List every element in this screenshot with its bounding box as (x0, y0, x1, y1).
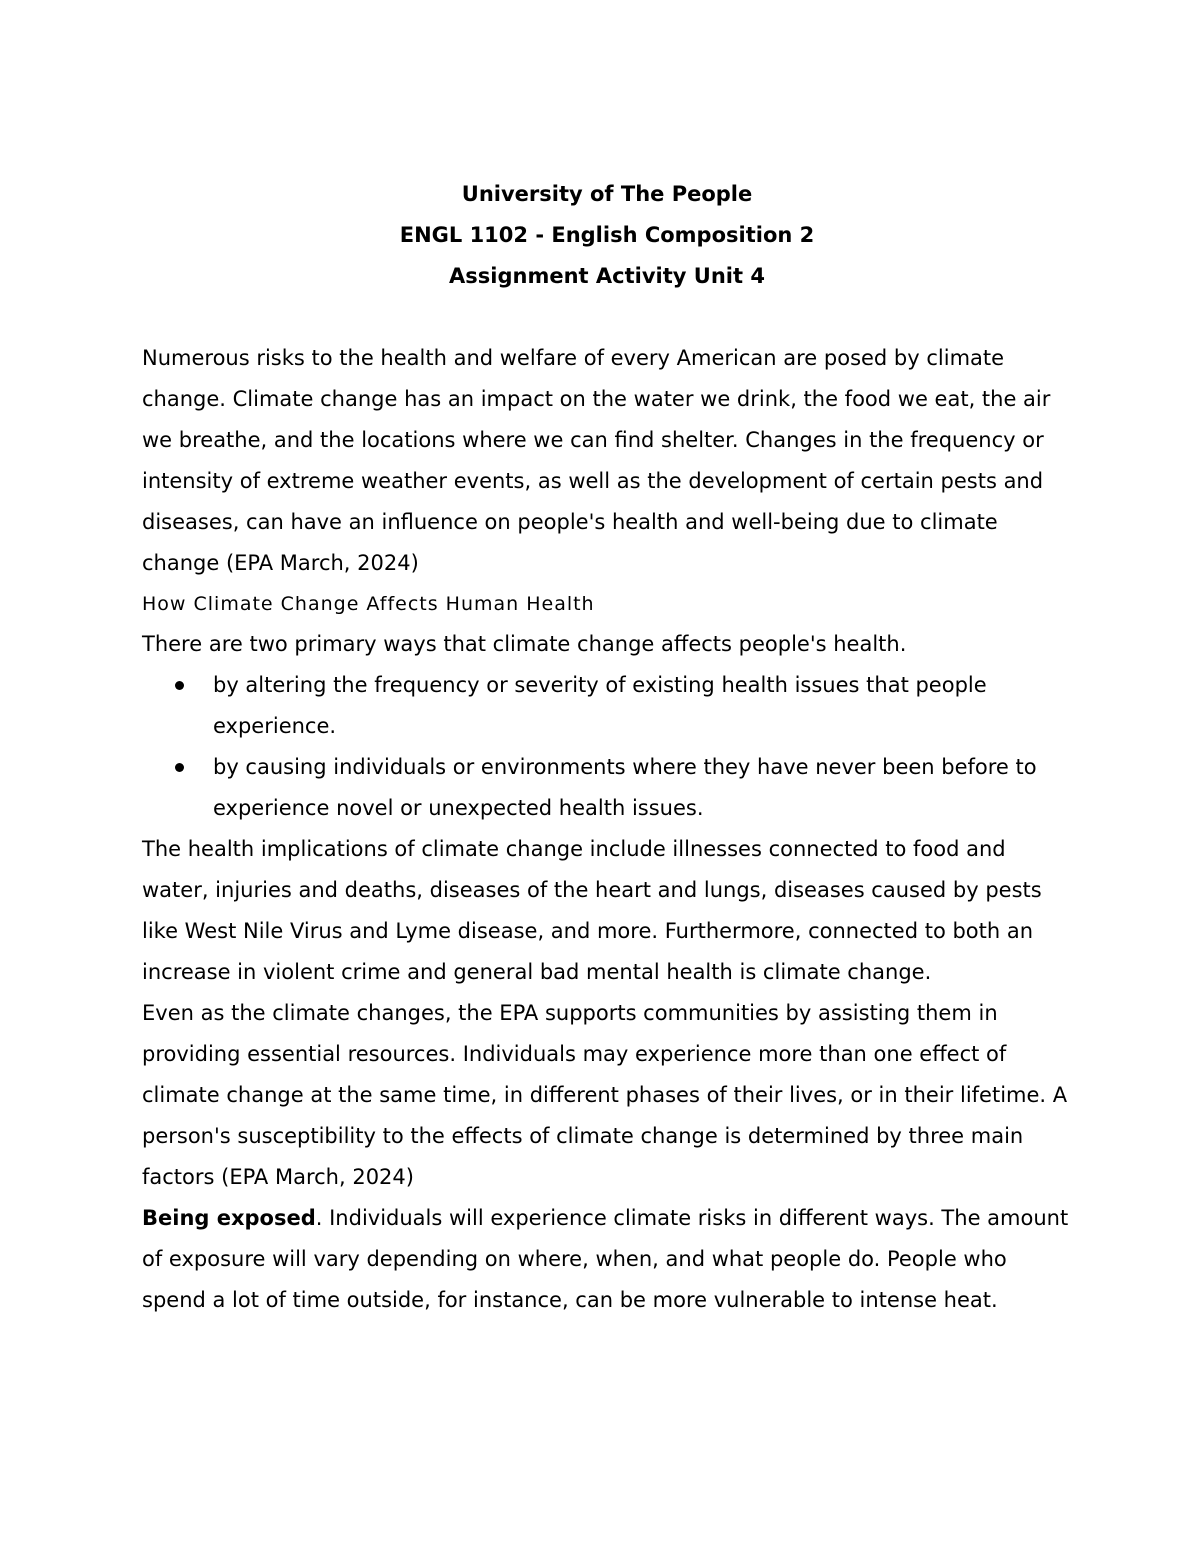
university-title: University of The People (461, 182, 753, 206)
list-item-text: by altering the frequency or severity of existing health issues that people experience. (213, 673, 987, 738)
ways-list (142, 665, 1072, 829)
course-title: ENGL 1102 - English Composition 2 (399, 223, 815, 247)
ways-intro-paragraph: There are two primary ways that climate change affects people's health. (142, 632, 907, 656)
list-item-text: by causing individuals or environments where they have never been before to experience novel or unexpected health issues. (213, 755, 1037, 820)
exposure-text: . Individuals will experience climate risks in different ways. The amount of exposure will vary depending on where, when, and what people do. People who spend a lot of time outside, for instance, can be more vulnerable to intense heat. (142, 1206, 1069, 1312)
list-item (213, 665, 1072, 747)
exposure-label: Being exposed (142, 1206, 316, 1230)
implications-paragraph: The health implications of climate change include illnesses connected to food and water, injuries and deaths, diseases of the heart and lungs, diseases caused by pests like West Nile Virus and Lyme disease, and more. Furthermore, connected to both an increase in violent crime and general bad mental health is climate change. (142, 837, 1042, 984)
title-block (142, 174, 1072, 297)
bullet-icon (175, 763, 184, 772)
exposure-paragraph (142, 1198, 1072, 1321)
blank-line (142, 297, 1072, 338)
assignment-title: Assignment Activity Unit 4 (449, 264, 765, 288)
document-body (142, 174, 1072, 1321)
intro-paragraph: Numerous risks to the health and welfare of every American are posed by climate change. Climate change has an impact on the water we drink, the food we eat, the air we breathe, and the locations where we can find shelter. Changes in the frequency or intensity of extreme weather events, as well as the development of certain pests and diseases, can have an influence on people's health and well-being due to climate change (EPA March, 2024) (142, 346, 1051, 575)
bullet-icon (175, 681, 184, 690)
list-item (213, 747, 1072, 829)
epa-support-paragraph: Even as the climate changes, the EPA supports communities by assisting them in providing essential resources. Individuals may experience more than one effect of climate change at the same time, in different phases of their lives, or in their lifetime. A person's susceptibility to the effects of climate change is determined by three main factors (EPA March, 2024) (142, 1001, 1068, 1189)
section-heading: How Climate Change Affects Human Health (142, 593, 595, 615)
